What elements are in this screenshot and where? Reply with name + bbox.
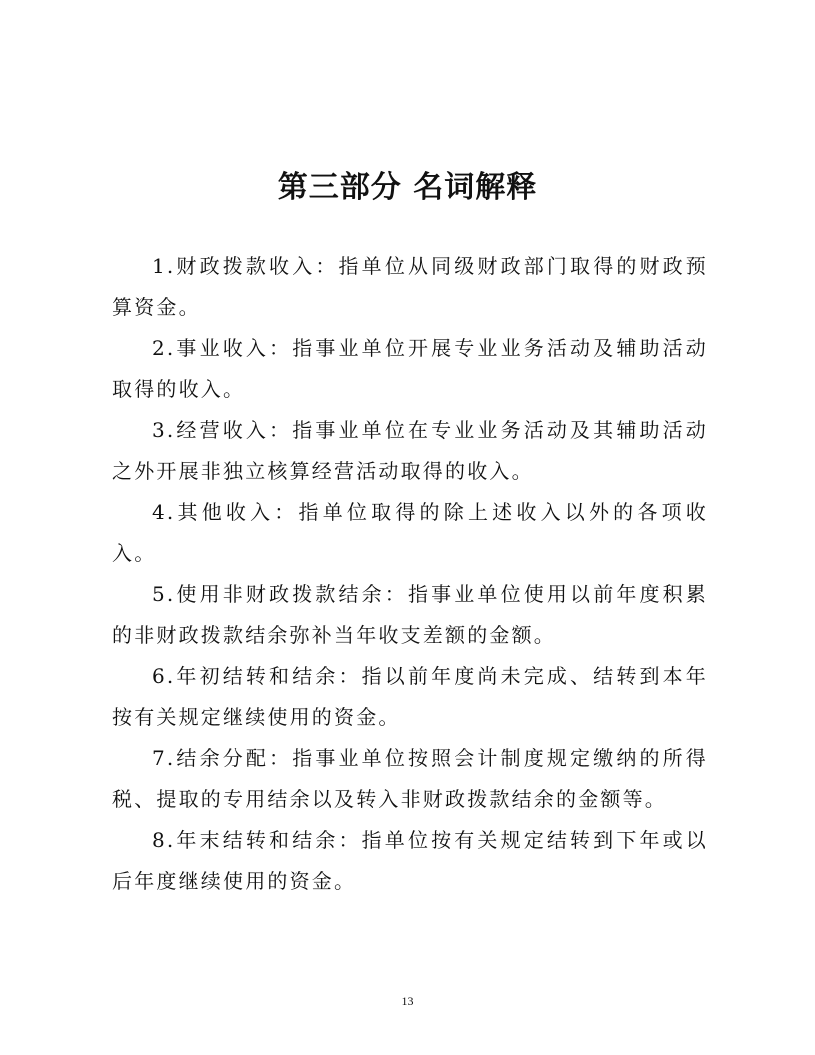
term-item [112,738,708,820]
term-label: 2.事业收入： [152,336,293,360]
term-definition: 指单位按有关规定结转到下年或以后年度继续使用的资金。 [112,828,708,893]
term-definition: 指以前年度尚未完成、结转到本年按有关规定继续使用的资金。 [112,664,708,729]
term-item [112,328,708,410]
term-label: 4.其他收入： [152,500,299,524]
term-label: 1.财政拨款收入： [152,254,339,278]
term-item [112,820,708,902]
term-definition: 指事业单位使用以前年度积累的非财政拨款结余弥补当年收支差额的金额。 [112,582,708,647]
term-item [112,246,708,328]
term-list [112,246,708,902]
term-definition: 指事业单位按照会计制度规定缴纳的所得税、提取的专用结余以及转入非财政拨款结余的金额等。 [112,746,708,811]
term-definition: 指事业单位开展专业业务活动及辅助活动取得的收入。 [112,336,708,401]
term-definition: 指单位取得的除上述收入以外的各项收入。 [112,500,708,565]
page-number: 13 [401,994,414,1008]
term-label: 6.年初结转和结余： [152,664,362,688]
term-label: 3.经营收入： [152,418,293,442]
term-label: 8.年末结转和结余： [152,828,362,852]
term-item [112,656,708,738]
page-title: 第三部分 名词解释 [277,170,538,205]
term-item [112,410,708,492]
term-item [112,492,708,574]
term-label: 7.结余分配： [152,746,293,770]
term-definition: 指事业单位在专业业务活动及其辅助活动之外开展非独立核算经营活动取得的收入。 [112,418,708,483]
term-item [112,574,708,656]
term-definition: 指单位从同级财政部门取得的财政预算资金。 [112,254,709,319]
term-label: 5.使用非财政拨款结余： [152,582,408,606]
